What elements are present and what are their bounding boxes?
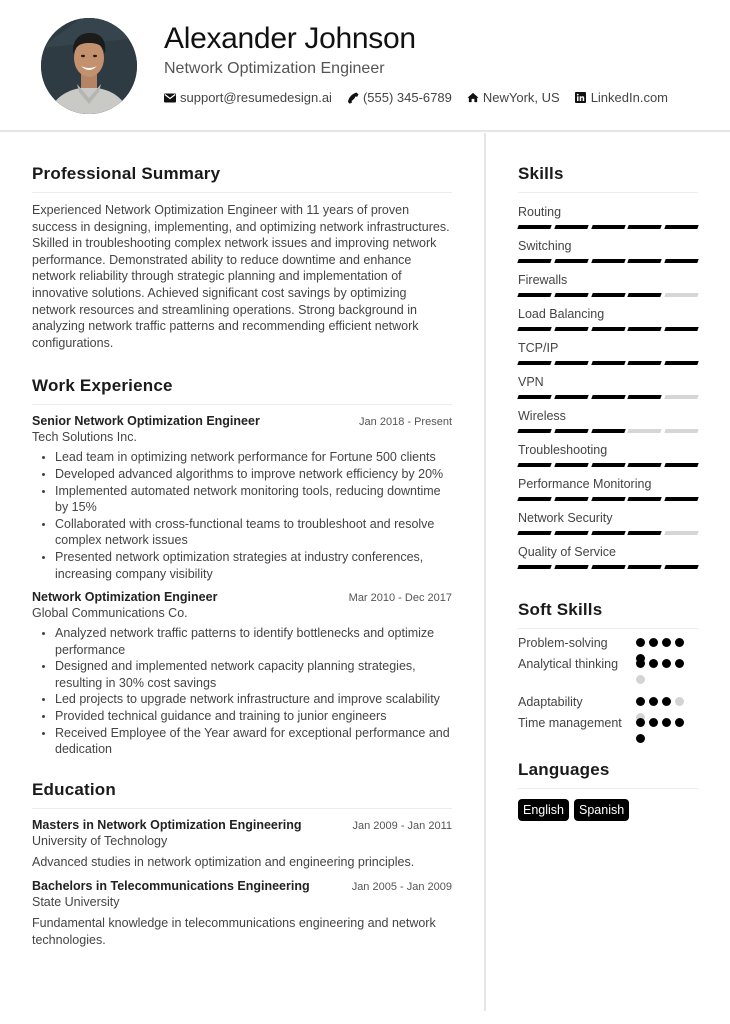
contact-phone[interactable]	[347, 90, 452, 105]
school: University of Technology	[32, 833, 168, 848]
soft-skill-rating	[636, 715, 688, 732]
soft-skill-name: Time management	[518, 716, 622, 730]
skill-item	[518, 400, 698, 434]
rating-segment-filled	[517, 225, 551, 229]
rating-segment-filled	[554, 497, 588, 501]
rating-segment-filled	[664, 565, 698, 569]
education-description: Advanced studies in network optimization and engineering principles.	[32, 854, 415, 869]
soft-skill-item	[518, 694, 698, 711]
rating-dot-filled	[636, 718, 645, 727]
envelope-icon	[164, 92, 176, 104]
rating-segment-filled	[517, 259, 551, 263]
rating-segment-filled	[664, 225, 698, 229]
language-tag: Spanish	[574, 799, 629, 821]
rating-segment-filled	[554, 293, 588, 297]
soft-skills-list	[518, 635, 698, 732]
rating-segment-filled	[517, 463, 551, 467]
contact-email-text: support@resumedesign.ai	[180, 90, 332, 105]
rating-dot-filled	[636, 734, 645, 743]
rating-segment-filled	[554, 327, 588, 331]
skill-name: Network Security	[518, 511, 613, 525]
rating-segment-filled	[664, 497, 698, 501]
rating-segment-filled	[591, 429, 625, 433]
rating-segment-filled	[628, 531, 662, 535]
skill-name: Switching	[518, 239, 572, 253]
rating-segment-empty	[664, 531, 698, 535]
rating-segment-filled	[628, 225, 662, 229]
column-divider	[484, 133, 486, 1011]
rating-segment-filled	[554, 361, 588, 365]
soft-skill-name: Adaptability	[518, 695, 583, 709]
rating-segment-filled	[554, 565, 588, 569]
rating-segment-filled	[664, 259, 698, 263]
rating-segment-filled	[554, 259, 588, 263]
job-bullet: Collaborated with cross-functional teams to troubleshoot and resolve complex network issues	[32, 516, 452, 549]
rating-segment-filled	[517, 531, 551, 535]
skill-item	[518, 502, 698, 536]
contact-location-text: NewYork, US	[482, 90, 560, 105]
skill-name: VPN	[518, 375, 544, 389]
job-entry	[32, 590, 452, 758]
section-title-summary: Professional Summary	[32, 164, 221, 183]
rating-dot-empty	[636, 675, 645, 684]
degree: Bachelors in Telecommunications Engineering	[32, 879, 310, 894]
contact-email[interactable]	[164, 90, 332, 105]
education-description: Fundamental knowledge in telecommunications engineering and network technologies.	[32, 916, 436, 948]
section-divider	[32, 404, 452, 405]
language-tag: English	[518, 799, 569, 821]
section-title-languages: Languages	[518, 760, 610, 779]
rating-dot-filled	[662, 697, 671, 706]
contact-list	[164, 90, 683, 105]
job-bullets	[32, 625, 452, 758]
degree: Masters in Network Optimization Engineering	[32, 817, 302, 832]
candidate-title: Network Optimization Engineer	[164, 60, 385, 77]
rating-segment-filled	[591, 531, 625, 535]
rating-segment-filled	[591, 225, 625, 229]
skill-item	[518, 366, 698, 400]
rating-segment-filled	[517, 565, 551, 569]
rating-segment-filled	[517, 395, 551, 399]
rating-segment-filled	[554, 531, 588, 535]
soft-skill-rating	[636, 635, 688, 652]
home-icon	[467, 92, 479, 104]
rating-segment-filled	[554, 463, 588, 467]
rating-segment-filled	[591, 293, 625, 297]
rating-dot-filled	[649, 697, 658, 706]
section-title-soft-skills: Soft Skills	[518, 600, 603, 619]
soft-skill-name: Problem-solving	[518, 636, 608, 650]
contact-phone-text: (555) 345-6789	[362, 90, 452, 105]
job-bullet: Implemented automated network monitoring tools, reducing downtime by 15%	[32, 483, 452, 516]
resume-header	[0, 0, 730, 132]
rating-segment-filled	[664, 327, 698, 331]
education-date: Jan 2009 - Jan 2011	[352, 819, 452, 832]
skill-item	[518, 196, 698, 230]
skill-name: Troubleshooting	[518, 443, 608, 457]
language-list	[518, 799, 698, 821]
job-bullet: Lead team in optimizing network performance for Fortune 500 clients	[32, 449, 452, 466]
soft-skill-item	[518, 715, 698, 732]
rating-segment-filled	[554, 225, 588, 229]
rating-segment-filled	[628, 395, 662, 399]
skill-name: Firewalls	[518, 273, 568, 287]
main-column	[32, 164, 452, 949]
soft-skill-item	[518, 656, 698, 690]
summary-section	[32, 164, 452, 351]
rating-segment-empty	[664, 429, 698, 433]
rating-segment-filled	[628, 361, 662, 365]
job-company: Global Communications Co.	[32, 606, 188, 621]
job-bullet: Led projects to upgrade network infrastructure and improve scalability	[32, 691, 452, 708]
education-date: Jan 2005 - Jan 2009	[351, 881, 452, 894]
skill-name: TCP/IP	[518, 341, 559, 355]
languages-section	[518, 760, 698, 821]
skill-item	[518, 264, 698, 298]
rating-segment-empty	[664, 395, 698, 399]
rating-segment-filled	[628, 259, 662, 263]
rating-segment-filled	[664, 463, 698, 467]
section-title-experience: Work Experience	[32, 376, 173, 396]
job-date: Jan 2018 - Present	[359, 416, 452, 429]
soft-skills-section	[518, 600, 698, 732]
rating-segment-filled	[591, 565, 625, 569]
contact-location	[467, 90, 560, 105]
soft-skill-name: Analytical thinking	[518, 657, 619, 671]
section-divider	[32, 192, 452, 193]
contact-linkedin-text: LinkedIn.com	[590, 90, 669, 105]
rating-segment-filled	[591, 361, 625, 365]
rating-segment-filled	[517, 327, 551, 331]
job-bullet: Received Employee of the Year award for exceptional performance and dedication	[32, 725, 452, 758]
rating-dot-filled	[636, 638, 645, 647]
rating-dot-filled	[662, 659, 671, 668]
job-entry	[32, 414, 452, 582]
job-bullets	[32, 449, 452, 582]
rating-dot-filled	[675, 638, 684, 647]
rating-segment-empty	[628, 429, 662, 433]
skill-name: Wireless	[518, 409, 566, 423]
soft-skill-rating	[636, 656, 688, 673]
job-company: Tech Solutions Inc.	[32, 430, 137, 445]
sidebar-column	[518, 164, 698, 821]
section-divider	[518, 192, 698, 193]
rating-segment-filled	[517, 429, 551, 433]
summary-text: Experienced Network Optimization Engineer with 11 years of proven success in designing, implementing, and optimizing network infrastructures. Skilled in troubleshooting complex network issues and improving network performance. Demonstrated ability to reduce downtime and enhance network reliability through strategic planning and implementation of innovative solutions. Achieved significant cost savings by optimizing network resources and streamlining operations. Strong background in analyzing network traffic patterns and recommending efficient network configurations.	[32, 203, 450, 350]
job-role: Network Optimization Engineer	[32, 590, 218, 605]
rating-dot-filled	[636, 659, 645, 668]
rating-segment-filled	[628, 463, 662, 467]
linkedin-icon	[575, 92, 587, 104]
rating-dot-filled	[649, 718, 658, 727]
skill-item	[518, 332, 698, 366]
skill-item	[518, 536, 698, 570]
skill-name: Load Balancing	[518, 307, 605, 321]
phone-icon	[347, 92, 359, 104]
skill-rating-bar	[518, 565, 698, 570]
rating-dot-filled	[649, 638, 658, 647]
rating-segment-filled	[628, 327, 662, 331]
profile-photo	[41, 18, 137, 114]
rating-segment-filled	[517, 497, 551, 501]
skill-item	[518, 298, 698, 332]
skills-section	[518, 164, 698, 570]
rating-segment-filled	[664, 361, 698, 365]
rating-dot-filled	[662, 638, 671, 647]
job-bullet: Designed and implemented network capacity planning strategies, resulting in 30% cost savings	[32, 658, 452, 691]
rating-segment-filled	[591, 497, 625, 501]
section-title-skills: Skills	[518, 164, 564, 183]
rating-segment-filled	[517, 293, 551, 297]
job-bullet: Analyzed network traffic patterns to identify bottlenecks and optimize performance	[32, 625, 452, 658]
education-entry	[32, 818, 452, 871]
rating-segment-filled	[591, 259, 625, 263]
skill-name: Quality of Service	[518, 545, 616, 559]
education-entry	[32, 879, 452, 948]
rating-segment-filled	[628, 293, 662, 297]
rating-segment-empty	[664, 293, 698, 297]
rating-dot-filled	[636, 697, 645, 706]
skill-item	[518, 468, 698, 502]
skill-item	[518, 230, 698, 264]
rating-segment-filled	[591, 327, 625, 331]
rating-dot-empty	[675, 697, 684, 706]
education-section	[32, 780, 452, 949]
soft-skill-rating	[636, 694, 688, 711]
rating-segment-filled	[591, 395, 625, 399]
section-divider	[32, 808, 452, 809]
skill-name: Performance Monitoring	[518, 477, 652, 491]
section-divider	[518, 788, 698, 789]
section-title-education: Education	[32, 779, 116, 799]
rating-segment-filled	[554, 429, 588, 433]
job-date: Mar 2010 - Dec 2017	[348, 592, 452, 605]
job-bullet: Provided technical guidance and training to junior engineers	[32, 708, 452, 725]
rating-segment-filled	[554, 395, 588, 399]
rating-segment-filled	[628, 565, 662, 569]
candidate-name: Alexander Johnson	[164, 22, 416, 55]
school: State University	[32, 895, 120, 910]
job-bullet: Presented network optimization strategies at industry conferences, increasing company visibility	[32, 549, 452, 582]
experience-section	[32, 376, 452, 758]
skill-item	[518, 434, 698, 468]
avatar-icon	[41, 18, 137, 114]
skills-list	[518, 196, 698, 570]
contact-linkedin[interactable]	[575, 90, 668, 105]
rating-segment-filled	[517, 361, 551, 365]
rating-dot-filled	[675, 659, 684, 668]
rating-dot-filled	[675, 718, 684, 727]
job-role: Senior Network Optimization Engineer	[32, 414, 260, 429]
rating-dot-filled	[662, 718, 671, 727]
rating-segment-filled	[628, 497, 662, 501]
soft-skill-item	[518, 635, 698, 652]
rating-segment-filled	[591, 463, 625, 467]
skill-name: Routing	[518, 205, 562, 219]
section-divider	[518, 628, 698, 629]
job-bullet: Developed advanced algorithms to improve network efficiency by 20%	[32, 466, 452, 483]
rating-dot-filled	[649, 659, 658, 668]
